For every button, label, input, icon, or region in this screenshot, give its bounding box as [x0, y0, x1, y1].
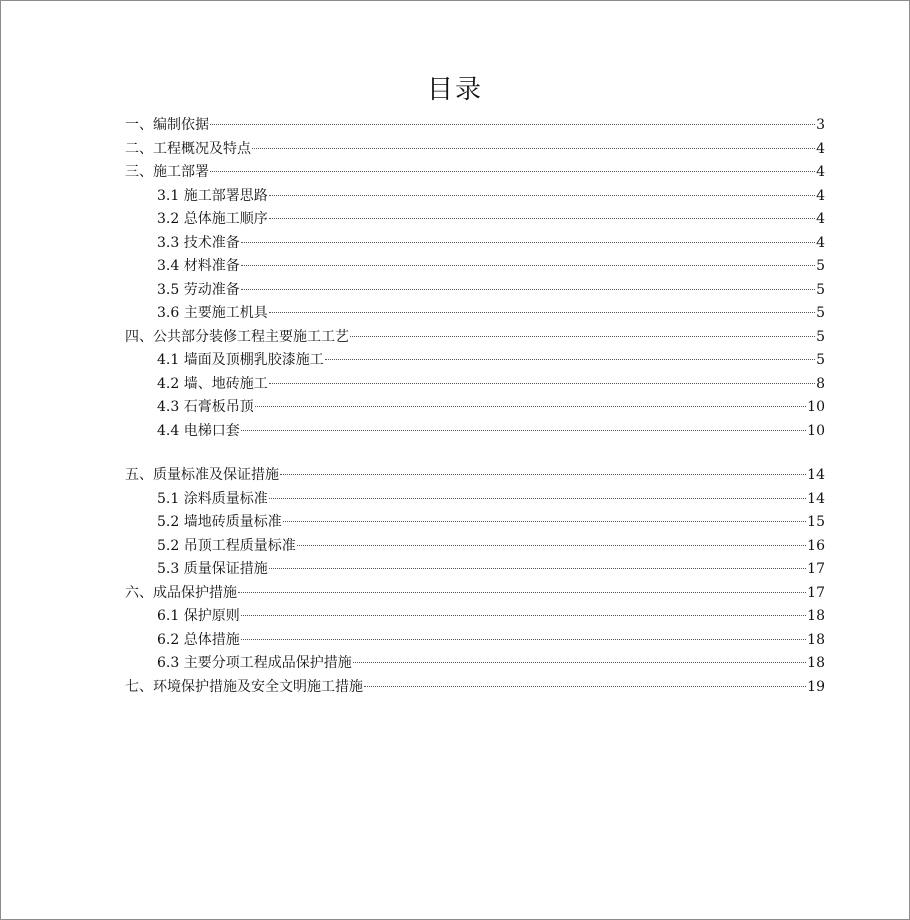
- toc-entry[interactable]: [125, 464, 825, 488]
- toc-entry[interactable]: [125, 535, 825, 559]
- toc-entry-label: 4.2 墙、地砖施工: [157, 375, 268, 392]
- toc-entry-page: 4: [816, 234, 825, 251]
- toc-entry-label: 4.1 墙面及顶棚乳胶漆施工: [157, 352, 324, 368]
- dot-leader: [269, 383, 815, 384]
- toc-entry-page: 3: [816, 117, 825, 133]
- dot-leader: [297, 545, 806, 546]
- toc-entry[interactable]: [125, 582, 825, 606]
- dot-leader: [238, 592, 806, 593]
- toc-entry[interactable]: [125, 373, 825, 397]
- toc-entry-label: 5.1 涂料质量标准: [157, 490, 268, 507]
- toc-entry-page: 18: [807, 608, 825, 624]
- toc-entry[interactable]: [125, 420, 825, 444]
- toc-entry-label: 6.2 总体措施: [157, 631, 240, 648]
- toc-entry-label: 二、工程概况及特点: [125, 140, 251, 157]
- dot-leader: [350, 336, 815, 337]
- toc-entry-label: 3.4 材料准备: [157, 258, 240, 274]
- dot-leader: [241, 242, 815, 243]
- toc-entry[interactable]: [125, 558, 825, 582]
- dot-leader: [241, 430, 806, 431]
- toc-entry-label: 4.3 石膏板吊顶: [157, 399, 254, 415]
- toc-entry[interactable]: [125, 488, 825, 512]
- dot-leader: [325, 359, 815, 360]
- toc-entry-page: 19: [807, 678, 825, 695]
- dot-leader: [269, 195, 815, 196]
- toc-entry[interactable]: [125, 326, 825, 350]
- toc-entry-label: 一、编制依据: [125, 117, 209, 133]
- toc-entry-page: 17: [807, 561, 825, 577]
- table-of-contents: [125, 114, 825, 699]
- toc-entry-page: 5: [816, 328, 825, 345]
- toc-entry[interactable]: [125, 161, 825, 185]
- toc-entry[interactable]: [125, 676, 825, 700]
- toc-entry-page: 5: [816, 352, 825, 368]
- toc-entry[interactable]: [125, 652, 825, 676]
- toc-entry[interactable]: [125, 114, 825, 138]
- toc-entry-label: 3.6 主要施工机具: [157, 305, 268, 321]
- toc-entry-page: 14: [807, 467, 825, 483]
- dot-leader: [210, 171, 815, 172]
- toc-entry-page: 4: [816, 140, 825, 157]
- dot-leader: [280, 474, 806, 475]
- toc-entry[interactable]: [125, 232, 825, 256]
- toc-entry-page: 4: [816, 187, 825, 204]
- dot-leader: [269, 312, 815, 313]
- toc-entry-label: 三、施工部署: [125, 164, 209, 180]
- toc-entry-label: 3.5 劳动准备: [157, 281, 240, 298]
- page-title: 目录: [426, 75, 483, 105]
- toc-entry[interactable]: [125, 629, 825, 653]
- toc-entry[interactable]: [125, 302, 825, 326]
- toc-entry[interactable]: [125, 279, 825, 303]
- toc-entry-page: 4: [816, 164, 825, 180]
- toc-entry-label: 3.1 施工部署思路: [157, 187, 268, 204]
- dot-leader: [269, 498, 806, 499]
- toc-entry-page: 18: [807, 655, 825, 671]
- toc-entry[interactable]: [125, 185, 825, 209]
- toc-entry-page: 10: [807, 399, 825, 415]
- dot-leader: [210, 124, 815, 125]
- toc-entry-page: 14: [807, 490, 825, 507]
- toc-entry-page: 18: [807, 631, 825, 648]
- toc-entry[interactable]: [125, 255, 825, 279]
- toc-entry-label: 3.2 总体施工顺序: [157, 211, 268, 227]
- toc-entry-page: 17: [807, 584, 825, 601]
- toc-entry-page: 5: [816, 281, 825, 298]
- section-spacer: [125, 443, 825, 464]
- dot-leader: [364, 686, 806, 687]
- toc-entry[interactable]: [125, 605, 825, 629]
- dot-leader: [252, 148, 815, 149]
- dot-leader: [241, 615, 806, 616]
- toc-entry-page: 4: [816, 211, 825, 227]
- toc-entry-label: 四、公共部分装修工程主要施工工艺: [125, 328, 349, 345]
- toc-entry[interactable]: [125, 138, 825, 162]
- dot-leader: [283, 521, 806, 522]
- toc-entry[interactable]: [125, 349, 825, 373]
- dot-leader: [353, 662, 806, 663]
- toc-entry-page: 5: [816, 305, 825, 321]
- toc-entry-label: 4.4 电梯口套: [157, 422, 240, 439]
- toc-entry[interactable]: [125, 208, 825, 232]
- toc-entry-label: 5.3 质量保证措施: [157, 561, 268, 577]
- dot-leader: [269, 218, 815, 219]
- dot-leader: [241, 289, 815, 290]
- toc-entry-page: 8: [816, 375, 825, 392]
- dot-leader: [241, 639, 806, 640]
- dot-leader: [269, 568, 806, 569]
- dot-leader: [255, 406, 806, 407]
- toc-entry-label: 5.2 吊顶工程质量标准: [157, 537, 296, 554]
- toc-entry-page: 16: [807, 537, 825, 554]
- toc-entry-page: 5: [816, 258, 825, 274]
- toc-entry-label: 6.3 主要分项工程成品保护措施: [157, 655, 352, 671]
- toc-entry-label: 七、环境保护措施及安全文明施工措施: [125, 678, 363, 695]
- toc-entry-label: 五、质量标准及保证措施: [125, 467, 279, 483]
- toc-entry-label: 6.1 保护原则: [157, 608, 240, 624]
- toc-entry-label: 3.3 技术准备: [157, 234, 240, 251]
- dot-leader: [241, 265, 815, 266]
- toc-entry-label: 六、成品保护措施: [125, 584, 237, 601]
- toc-entry-page: 10: [807, 422, 825, 439]
- toc-entry[interactable]: [125, 396, 825, 420]
- toc-entry[interactable]: [125, 511, 825, 535]
- toc-entry-label: 5.2 墙地砖质量标准: [157, 514, 282, 530]
- toc-entry-page: 15: [807, 514, 825, 530]
